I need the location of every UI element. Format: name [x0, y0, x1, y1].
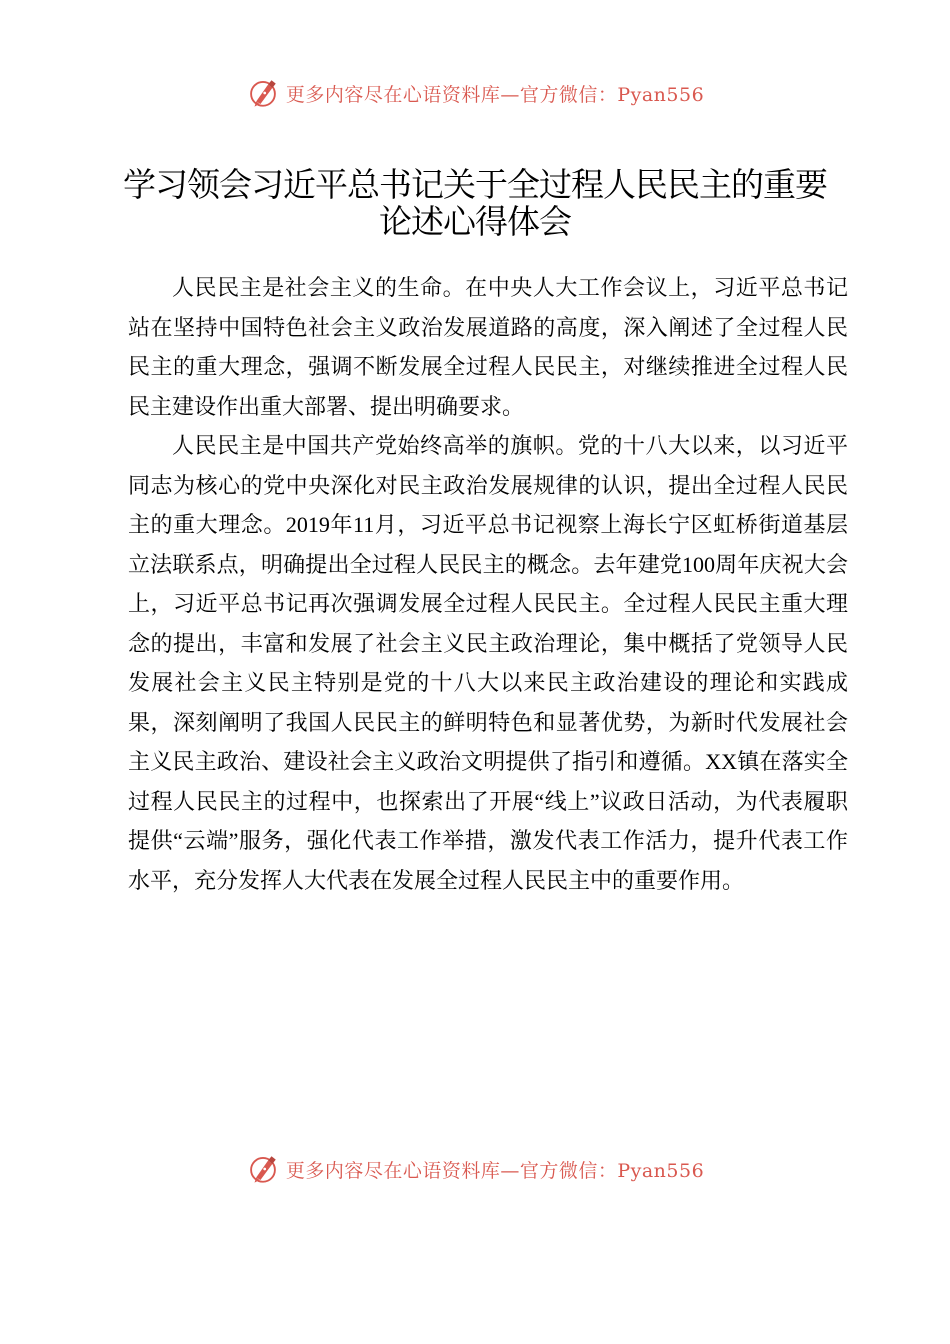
fountain-pen-logo-icon — [246, 76, 280, 110]
footer-banner — [0, 1152, 950, 1186]
fountain-pen-logo-icon — [246, 1152, 280, 1186]
header-banner — [0, 76, 950, 110]
header-banner-text: 更多内容尽在心语资料库—官方微信：Pyan556 — [285, 83, 705, 106]
paragraph: 人民民主是社会主义的生命。在中央人大工作会议上，习近平总书记站在坚持中国特色社会主义政治发展道路的高度，深入阐述了全过程人民民主的重大理念，强调不断发展全过程人民民主，对继续推进全过程人民民主建设作出重大部署、提出明确要求。 — [128, 275, 848, 419]
footer-banner-text: 更多内容尽在心语资料库—官方微信：Pyan556 — [285, 1159, 705, 1182]
header-banner-content — [246, 76, 704, 110]
document-title: 学习领会习近平总书记关于全过程人民民主的重要论述心得体会 — [123, 165, 827, 241]
document-body — [128, 268, 848, 900]
paragraph: 人民民主是中国共产党始终高举的旗帜。党的十八大以来，以习近平同志为核心的党中央深化对民主政治发展规律的认识，提出全过程人民民主的重大理念。2019年11月，习近平总书记视察上海长宁区虹桥街道基层立法联系点，明确提出全过程人民民主的概念。去年建党100周年庆祝大会上，习近平总书记再次强调发展全过程人民民主。全过程人民民主重大理念的提出，丰富和发展了社会主义民主政治理论，集中概括了党领导人民发展社会主义民主特别是党的十八大以来民主政治建设的理论和实践成果，深刻阐明了我国人民民主的鲜明特色和显著优势，为新时代发展社会主义民主政治、建设社会主义政治文明提供了指引和遵循。XX镇在落实全过程人民民主的过程中，也探索出了开展“线上”议政日活动，为代表履职提供“云端”服务，强化代表工作举措，激发代表工作活力，提升代表工作水平，充分发挥人大代表在发展全过程人民民主中的重要作用。 — [128, 433, 848, 893]
footer-banner-content — [246, 1152, 704, 1186]
